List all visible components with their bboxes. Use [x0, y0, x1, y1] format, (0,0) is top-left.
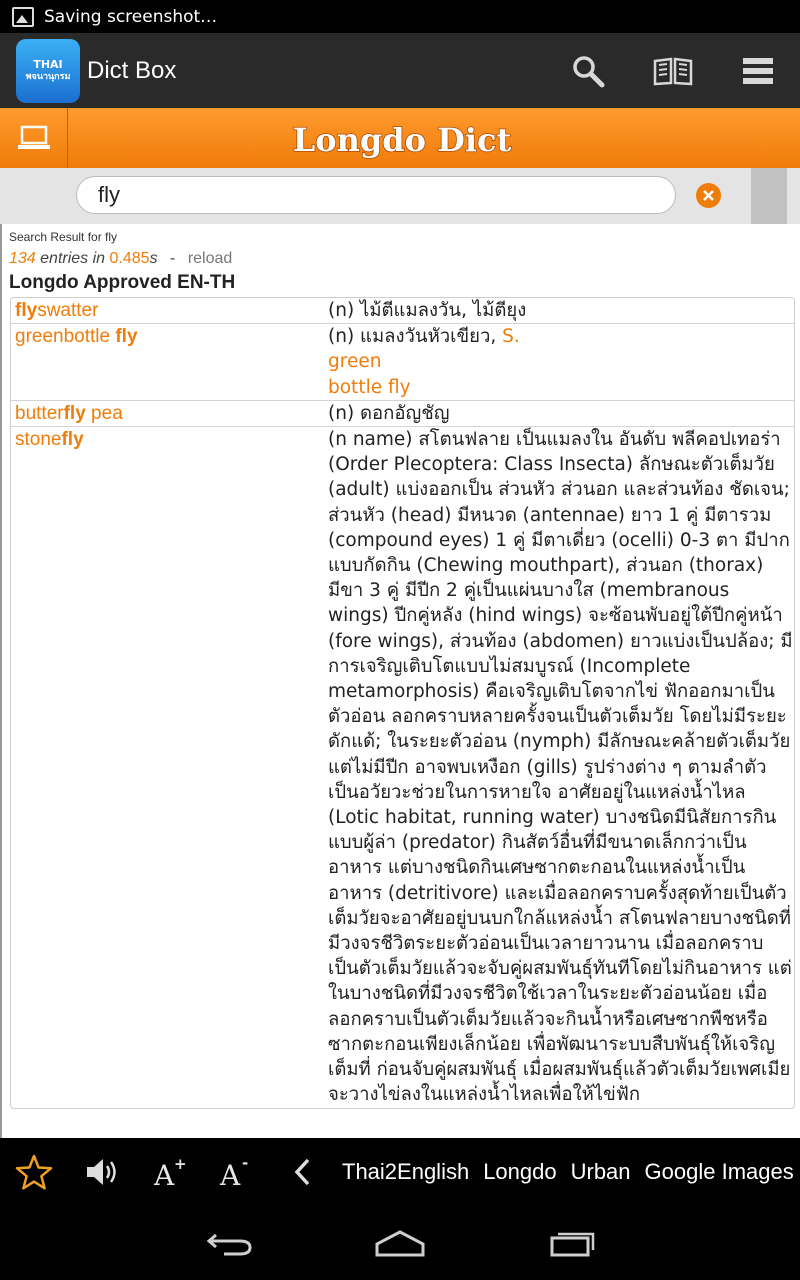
app-icon-sublabel: พจนานุกรม	[25, 72, 71, 82]
svg-text:A: A	[220, 1159, 241, 1189]
laptop-button[interactable]	[0, 108, 68, 168]
system-nav-bar	[0, 1206, 800, 1280]
table-row	[11, 426, 794, 1107]
entry-definition: (n name) สโตนฟลาย เป็นแมลงใน อันดับ พลีคอปเทอร่า (Order Plecoptera: Class Insecta) ลักษณะตัวเต็มวัย (adult) แบ่งออกเป็น ส่วนหัว ส่วนอก และส่วนท้อง ชัดเจน; ส่วนหัว (head) มีหนวด (antennae) ยาว 1 คู่ มีตารวม (compound eyes) 1 คู่ มีตาเดี่ยว (ocelli) 0-3 ตา มีปากแบบกัดกิน (Chewing mouthpart), ส่วนอก (thorax) มีขา 3 คู่ มีปีก 2 คู่เป็นแผ่นบางใส (membranous wings) ปีกคู่หลัง (hind wings) จะซ้อนพับอยู่ใต้ปีกคู่หน้า (fore wings), ส่วนท้อง (abdomen) ยาวแบ่งเป็นปล้อง; มีการเจริญเติบโตแบบไม่สมบูรณ์ (Incomplete metamorphosis) คือเจริญเติบโตจากไข่ ฟักออกมาเป็นตัวอ่อน ลอกคราบหลายครั้งจนเป็นตัวเต็มวัย โดยไม่มีระยะดักแด้; ในระยะตัวอ่อน (nymph) มีลักษณะคล้ายตัวเต็มวัยแต่ไม่มีปีก อาจพบเหงือก (gills) รูปร่างต่าง ๆ ตามลำตัวเป็นอวัยวะช่วยในการหายใจ อาศัยอยู่ในแหล่งน้ำไหล (Lotic habitat, running water) บางชนิดมีนิสัยการกินแบบผู้ล่า (predator) กินสัตว์อื่นที่มีขนาดเล็กกว่าเป็นอาหาร แต่บางชนิดกินเศษซากตะกอนในแหล่งน้ำเป็นอาหาร (detritivore) และเมื่อลอกคราบครั้งสุดท้ายเป็นตัวเต็มวัยจะอาศัยอยู่บนบกใกล้แหล่งน้ำ สโตนฟลายบางชนิดที่มีวงจรชีวิตระยะตัวอ่อนเป็นเวลายาวนาน เมื่อลอกคราบเป็นตัวเต็มวัยแล้วจะจับคู่ผสมพันธุ์ทันทีโดยไม่กินอาหาร แต่ในบางชนิดที่มีวงจรชีวิตใช้เวลาในระยะตัวอ่อนน้อย เมื่อลอกคราบเป็นตัวเต็มวัยแล้วจะกินน้ำหรือเศษซากพืชหรือซากตะกอนเพียงเล็กน้อย เพื่อพัฒนาระบบสืบพันธุ์ให้เจริญเต็มที่ ก่อนจับคู่ผสมพันธุ์ เมื่อผสมพันธุ์แล้วตัวเต็มวัยเพศเมียจะวางไข่ลงในแหล่งน้ำไหลเพื่อให้ไข่ฟัก	[328, 429, 793, 1106]
logo-text: Longdo Dict	[292, 121, 512, 159]
star-icon	[15, 1154, 53, 1190]
search-result-label: Search Result for fly	[9, 230, 118, 244]
link-longdo[interactable]: Longdo	[483, 1159, 557, 1184]
term-match: fly	[115, 326, 138, 348]
home-button[interactable]	[355, 1220, 445, 1266]
app-title: Dict Box	[87, 56, 177, 84]
laptop-icon	[17, 125, 51, 151]
search-row	[0, 168, 800, 224]
related-link-bottle-fly[interactable]: bottle fly	[328, 376, 411, 398]
definition-text: (n) แมลงวันหัวเขียว,	[328, 326, 503, 348]
section-title: Longdo Approved EN-TH	[9, 272, 236, 293]
time-unit: s	[149, 250, 158, 267]
home-icon	[374, 1229, 426, 1257]
synonym-mark: S.	[502, 326, 520, 348]
entry-term[interactable]	[11, 324, 328, 400]
search-button[interactable]	[545, 33, 630, 108]
action-bar-actions	[545, 33, 800, 108]
reload-link[interactable]: reload	[187, 250, 233, 267]
font-increase-icon	[152, 1155, 188, 1189]
scroll-handle[interactable]	[751, 168, 787, 224]
app-icon[interactable]	[16, 39, 80, 103]
back-button[interactable]	[185, 1220, 275, 1266]
book-icon	[653, 56, 693, 86]
link-urban[interactable]: Urban	[570, 1159, 631, 1184]
link-thai2english[interactable]: Thai2English	[342, 1159, 470, 1184]
results-table	[10, 297, 795, 1109]
back-icon	[206, 1229, 254, 1257]
search-input[interactable]: fly	[76, 176, 676, 214]
brand-bar	[0, 108, 800, 168]
bookmarks-button[interactable]	[630, 33, 715, 108]
chevron-left-icon	[293, 1157, 313, 1187]
term-text: stone	[15, 429, 62, 451]
menu-icon	[743, 57, 773, 85]
svg-text:+: +	[174, 1155, 187, 1173]
action-bar	[0, 33, 800, 108]
menu-button[interactable]	[715, 33, 800, 108]
status-text: Saving screenshot…	[44, 6, 218, 27]
entry-definition	[328, 324, 794, 400]
table-row	[11, 298, 794, 323]
entry-definition: (n) ไม้ตีแมลงวัน, ไม้ตียุง	[328, 300, 527, 321]
term-text-suffix: pea	[85, 402, 123, 424]
results-panel	[0, 224, 800, 1138]
speaker-icon	[83, 1155, 121, 1189]
pronounce-button[interactable]	[80, 1138, 124, 1206]
related-link-green[interactable]: green	[328, 351, 382, 373]
term-match: fly	[63, 402, 86, 424]
status-bar	[0, 0, 800, 33]
font-decrease-icon	[218, 1155, 254, 1189]
favorite-button[interactable]	[12, 1138, 56, 1206]
clear-search-button[interactable]	[696, 183, 721, 208]
term-text: greenbottle	[15, 326, 116, 348]
image-icon	[12, 7, 34, 27]
term-match: fly	[15, 300, 38, 321]
svg-text:A: A	[154, 1159, 175, 1189]
app-icon-label: THAI	[33, 58, 63, 71]
svg-text:-: -	[242, 1155, 249, 1172]
entry-term[interactable]	[11, 427, 328, 1107]
term-match: fly	[61, 429, 84, 451]
clear-icon	[702, 189, 715, 202]
scroll-left-button[interactable]	[286, 1138, 320, 1206]
entries-count: 134	[9, 250, 36, 267]
entry-term[interactable]	[11, 401, 328, 426]
separator: -	[170, 250, 176, 267]
longdo-dict-logo	[290, 118, 514, 160]
term-text: butter	[15, 402, 64, 424]
search-icon	[571, 54, 605, 88]
entry-term[interactable]	[11, 298, 328, 323]
results-summary	[9, 250, 232, 268]
dictionary-links	[342, 1138, 800, 1206]
font-increase-button[interactable]	[148, 1138, 192, 1206]
table-row	[11, 400, 794, 426]
term-text: swatter	[37, 300, 99, 321]
recent-apps-button[interactable]	[527, 1220, 617, 1266]
recent-apps-icon	[548, 1229, 596, 1257]
table-row	[11, 323, 794, 400]
entry-definition: (n) ดอกอัญชัญ	[328, 402, 450, 424]
entries-text: entries in	[40, 250, 106, 267]
font-decrease-button[interactable]	[214, 1138, 258, 1206]
bottom-toolbar	[0, 1138, 800, 1206]
link-google-images[interactable]: Google Images	[644, 1159, 794, 1184]
search-time: 0.485	[109, 250, 150, 267]
